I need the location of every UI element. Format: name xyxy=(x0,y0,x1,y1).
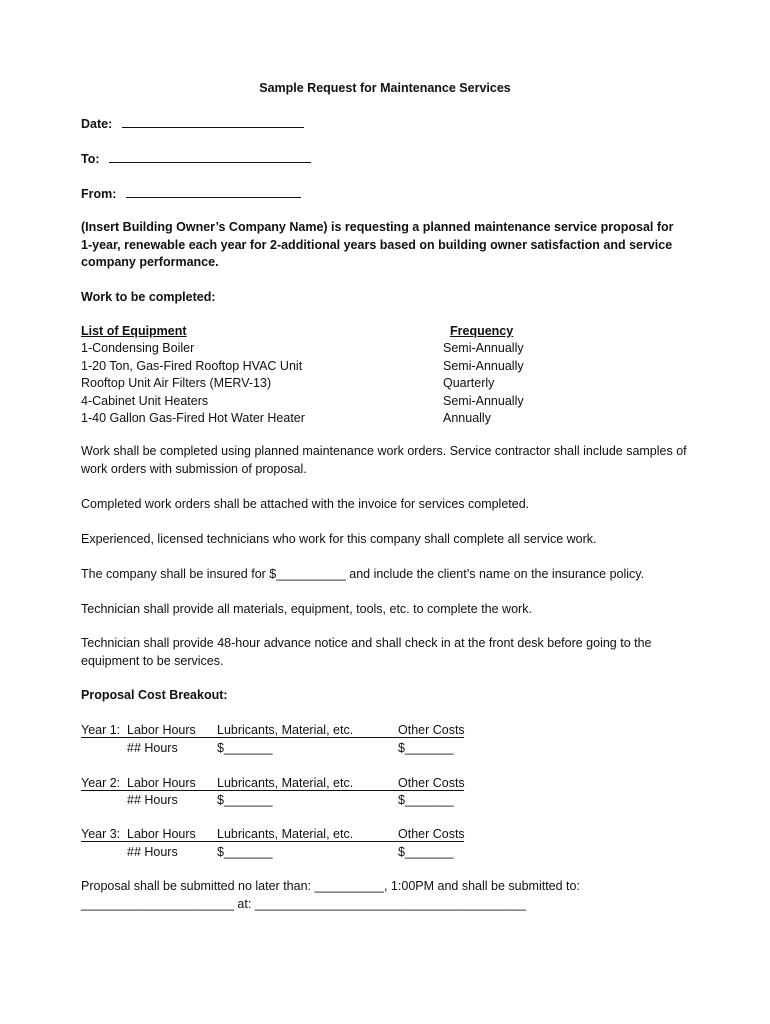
year-divider xyxy=(81,737,464,738)
notice-paragraph: Technician shall provide 48-hour advance notice and shall check in at the front desk before going to the equipment to be services. xyxy=(81,636,652,668)
equipment-column-header: List of Equipment xyxy=(81,324,187,338)
lubricants-label: Lubricants, Material, etc. xyxy=(217,723,354,737)
labor-hours-label: Labor Hours xyxy=(127,827,196,841)
equipment-item: 1-Condensing Boiler xyxy=(81,341,195,355)
from-label: From: xyxy=(81,187,117,201)
equipment-frequency: Annually xyxy=(443,411,491,425)
document-title: Sample Request for Maintenance Services xyxy=(259,81,511,95)
date-line xyxy=(81,115,304,133)
submission-deadline: Proposal shall be submitted no later than: __________, 1:00PM and shall be submitted to: xyxy=(81,879,580,893)
technicians-paragraph: Experienced, licensed technicians who work for this company shall complete all service work. xyxy=(81,532,597,546)
other-costs-label: Other Costs xyxy=(398,827,465,841)
to-line xyxy=(81,150,311,168)
lubricants-label: Lubricants, Material, etc. xyxy=(217,827,354,841)
materials-paragraph: Technician shall provide all materials, equipment, tools, etc. to complete the work. xyxy=(81,602,532,616)
hours-field[interactable]: ## Hours xyxy=(127,845,178,859)
year-value-row xyxy=(81,740,481,757)
equipment-frequency: Semi-Annually xyxy=(443,393,524,408)
equipment-frequency: Semi-Annually xyxy=(443,341,524,355)
lubricants-cost-field[interactable]: $_______ xyxy=(217,845,273,859)
submission-address: ______________________ at: _______________________________________ xyxy=(81,897,526,911)
equipment-item: 1-40 Gallon Gas-Fired Hot Water Heater xyxy=(81,411,305,425)
other-cost-field[interactable]: $_______ xyxy=(398,741,454,755)
equipment-frequency: Semi-Annually xyxy=(443,358,524,373)
intro-paragraph: (Insert Building Owner’s Company Name) is requesting a planned maintenance service proposal for 1-year, renewable each year for 2-additional years based on building owner satisfaction and service company performance. xyxy=(81,220,674,269)
year-value-row xyxy=(81,792,481,809)
equipment-item: 1-20 Ton, Gas-Fired Rooftop HVAC Unit xyxy=(81,358,303,373)
other-costs-label: Other Costs xyxy=(398,723,465,737)
hours-field[interactable]: ## Hours xyxy=(127,741,178,755)
work-heading: Work to be completed: xyxy=(81,290,216,304)
date-label: Date: xyxy=(81,117,113,131)
lubricants-cost-field[interactable]: $_______ xyxy=(217,793,273,807)
date-blank[interactable] xyxy=(122,115,304,128)
to-blank[interactable] xyxy=(109,150,311,163)
year-label: Year 2: xyxy=(81,776,121,790)
other-cost-field[interactable]: $_______ xyxy=(398,793,454,807)
year-value-row xyxy=(81,844,481,861)
labor-hours-label: Labor Hours xyxy=(127,776,196,790)
other-costs-label: Other Costs xyxy=(398,776,465,790)
work-orders-paragraph: Work shall be completed using planned maintenance work orders. Service contractor shall include samples of work orders with submission of proposal. xyxy=(81,444,687,476)
year-divider xyxy=(81,841,464,842)
equipment-frequency: Quarterly xyxy=(443,376,495,390)
from-blank[interactable] xyxy=(126,185,301,198)
year-label: Year 1: xyxy=(81,723,121,737)
lubricants-label: Lubricants, Material, etc. xyxy=(217,776,354,790)
invoice-paragraph: Completed work orders shall be attached with the invoice for services completed. xyxy=(81,497,530,511)
lubricants-cost-field[interactable]: $_______ xyxy=(217,741,273,755)
equipment-item: 4-Cabinet Unit Heaters xyxy=(81,393,209,408)
from-line xyxy=(81,185,301,203)
cost-heading: Proposal Cost Breakout: xyxy=(81,688,228,702)
to-label: To: xyxy=(81,152,100,166)
other-cost-field[interactable]: $_______ xyxy=(398,845,454,859)
hours-field[interactable]: ## Hours xyxy=(127,793,178,807)
frequency-column-header: Frequency xyxy=(450,324,514,338)
equipment-item: Rooftop Unit Air Filters (MERV-13) xyxy=(81,376,272,390)
year-label: Year 3: xyxy=(81,827,121,841)
insurance-paragraph: The company shall be insured for $__________ and include the client’s name on the insurance policy. xyxy=(81,567,645,581)
year-divider xyxy=(81,790,464,791)
labor-hours-label: Labor Hours xyxy=(127,723,196,737)
